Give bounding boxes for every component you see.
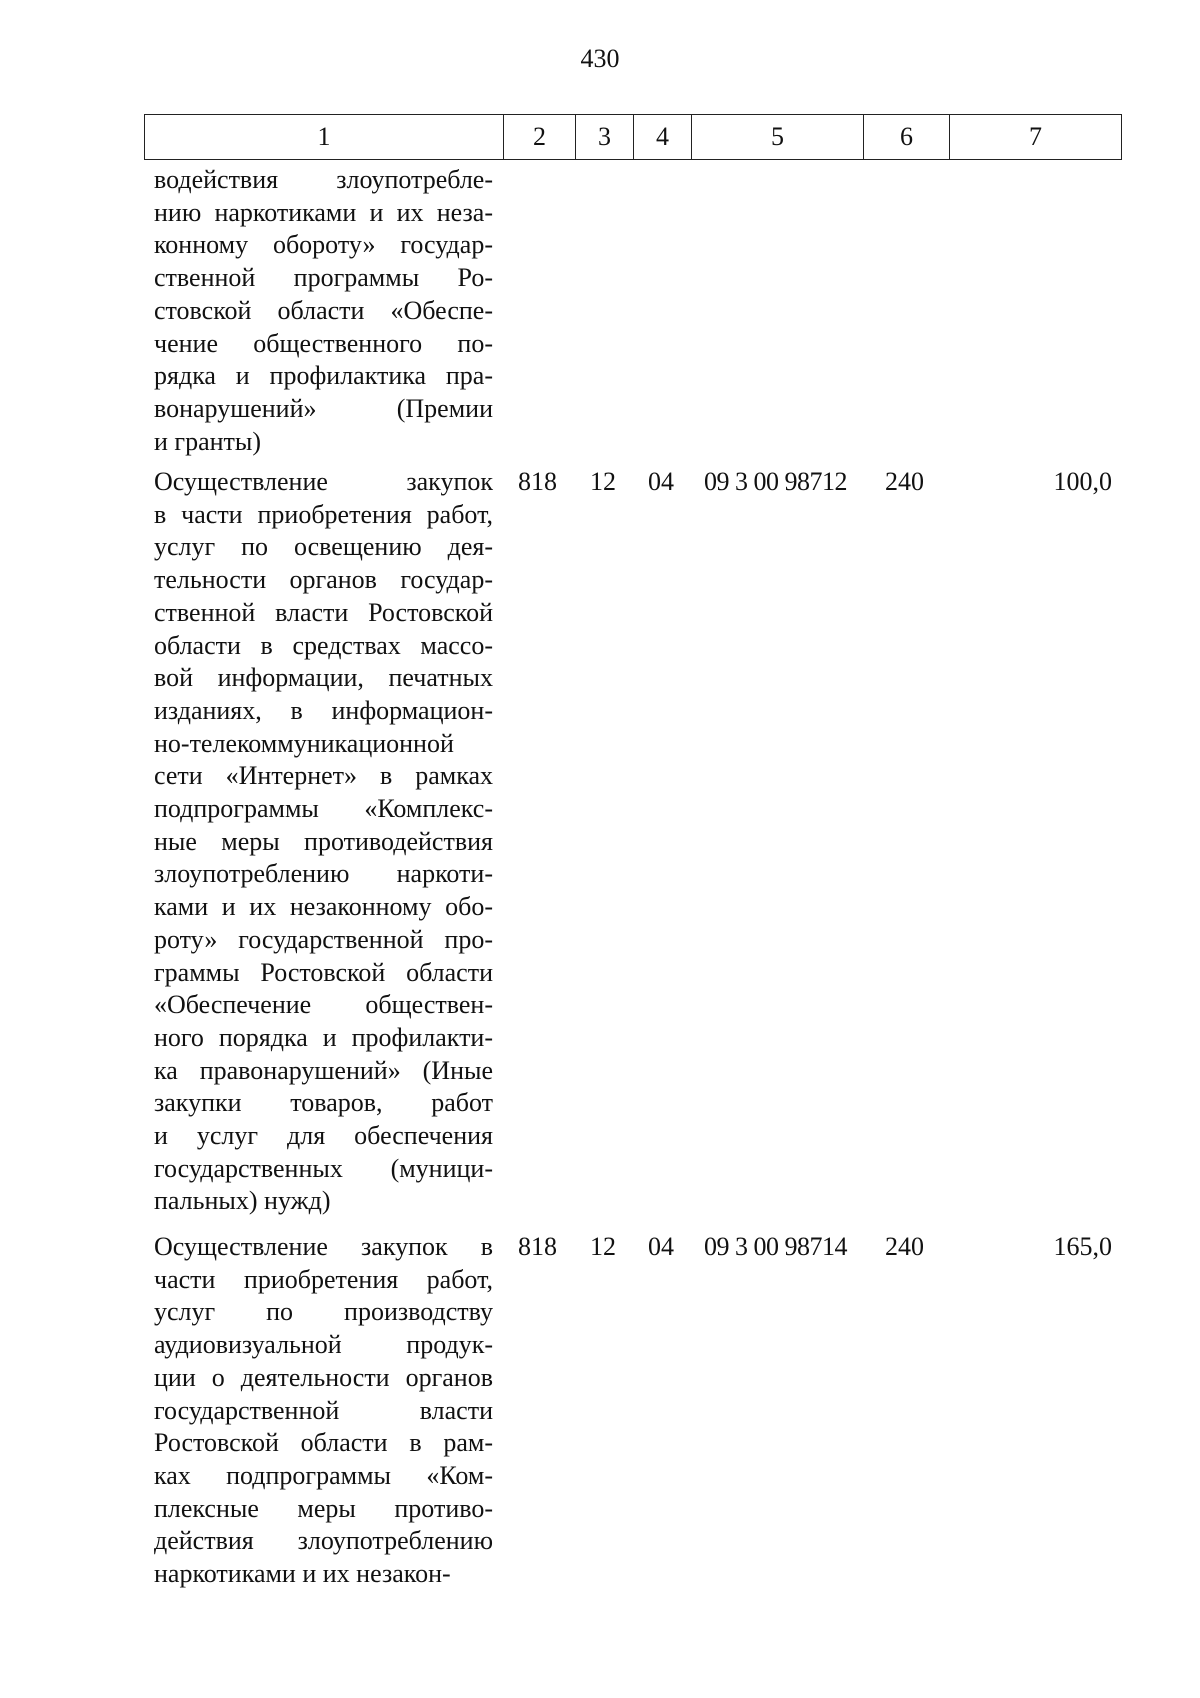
description-line: услуг по освещению дея- bbox=[154, 532, 493, 562]
header-col-4: 4 bbox=[634, 115, 692, 159]
description-line: вонарушений» (Премии bbox=[154, 393, 493, 423]
description-line: водействия злоупотребле- bbox=[154, 165, 493, 194]
table-header-row bbox=[144, 114, 1122, 160]
description-line: области в средствах массо- bbox=[154, 630, 493, 660]
description-line: ка правонарушений» (Иные bbox=[154, 1055, 493, 1085]
description-line: ные меры противодействия bbox=[154, 826, 493, 856]
description-line: государственных (муници- bbox=[154, 1153, 493, 1183]
description-line: подпрограммы «Комплекс- bbox=[154, 794, 493, 824]
description-line: но-телекоммуникационной bbox=[154, 728, 454, 758]
description-line: и услуг для обеспечения bbox=[154, 1121, 493, 1151]
description-line: плексные меры противо- bbox=[154, 1493, 493, 1523]
header-col-1: 1 bbox=[145, 115, 504, 159]
description-line: Ростовской области в рам- bbox=[154, 1428, 493, 1458]
description-line: рядка и профилактика пра- bbox=[154, 361, 493, 391]
header-col-6: 6 bbox=[864, 115, 950, 159]
row-col-7: 165,0 bbox=[1053, 1232, 1112, 1261]
description-line: конному обороту» государ- bbox=[154, 230, 493, 260]
description-line: сети «Интернет» в рамках bbox=[154, 761, 493, 791]
description-line: Осуществление закупок в bbox=[154, 1232, 493, 1261]
row-col-3: 12 bbox=[590, 1232, 616, 1261]
description-line: и гранты) bbox=[154, 426, 262, 456]
row-col-4: 04 bbox=[648, 1232, 674, 1261]
description-line: ного порядка и профилакти- bbox=[154, 1022, 493, 1052]
row-col-2: 818 bbox=[518, 467, 557, 496]
description-line: тельности органов государ- bbox=[154, 565, 493, 595]
row-col-7: 100,0 bbox=[1053, 467, 1112, 496]
description-line: пальных) нужд) bbox=[154, 1186, 331, 1216]
row-col-3: 12 bbox=[590, 467, 616, 496]
row-description bbox=[154, 164, 493, 458]
description-line: нию наркотиками и их неза- bbox=[154, 197, 493, 227]
description-line: ками и их незаконному обо- bbox=[154, 892, 493, 922]
description-line: в части приобретения работ, bbox=[154, 499, 493, 529]
header-col-7: 7 bbox=[1029, 122, 1042, 151]
description-line: вой информации, печатных bbox=[154, 663, 493, 693]
header-col-5: 5 bbox=[692, 115, 864, 159]
description-line: ции о деятельности органов bbox=[154, 1362, 493, 1392]
description-line: «Обеспечение обществен- bbox=[154, 990, 493, 1020]
row-col-5: 09 3 00 98712 bbox=[704, 467, 847, 496]
row-col-4: 04 bbox=[648, 467, 674, 496]
description-line: роту» государственной про- bbox=[154, 924, 493, 954]
row-col-6: 240 bbox=[885, 467, 924, 496]
description-line: стовской области «Обеспе- bbox=[154, 295, 493, 325]
description-line: ственной программы Ро- bbox=[154, 263, 493, 293]
description-line: государственной власти bbox=[154, 1395, 493, 1425]
description-line: действия злоупотреблению bbox=[154, 1526, 493, 1556]
header-col-3: 3 bbox=[576, 115, 634, 159]
description-line: аудиовизуальной продук- bbox=[154, 1330, 493, 1360]
description-line: граммы Ростовской области bbox=[154, 957, 493, 987]
description-line: закупки товаров, работ bbox=[154, 1088, 493, 1118]
description-line: наркотиками и их незакон- bbox=[154, 1559, 451, 1589]
description-line: чение общественного по- bbox=[154, 328, 493, 358]
row-description bbox=[154, 1231, 493, 1591]
row-col-5: 09 3 00 98714 bbox=[704, 1232, 847, 1261]
page-number: 430 bbox=[580, 44, 620, 73]
description-line: услуг по производству bbox=[154, 1297, 493, 1327]
row-col-2: 818 bbox=[518, 1232, 557, 1261]
header-col-2: 2 bbox=[504, 115, 576, 159]
description-line: изданиях, в информацион- bbox=[154, 695, 493, 725]
description-line: Осуществление закупок bbox=[154, 467, 493, 496]
row-col-6: 240 bbox=[885, 1232, 924, 1261]
row-description bbox=[154, 466, 493, 1218]
description-line: ках подпрограммы «Ком- bbox=[154, 1460, 493, 1490]
description-line: ственной власти Ростовской bbox=[154, 597, 493, 627]
description-line: злоупотреблению наркоти- bbox=[154, 859, 493, 889]
description-line: части приобретения работ, bbox=[154, 1264, 493, 1294]
